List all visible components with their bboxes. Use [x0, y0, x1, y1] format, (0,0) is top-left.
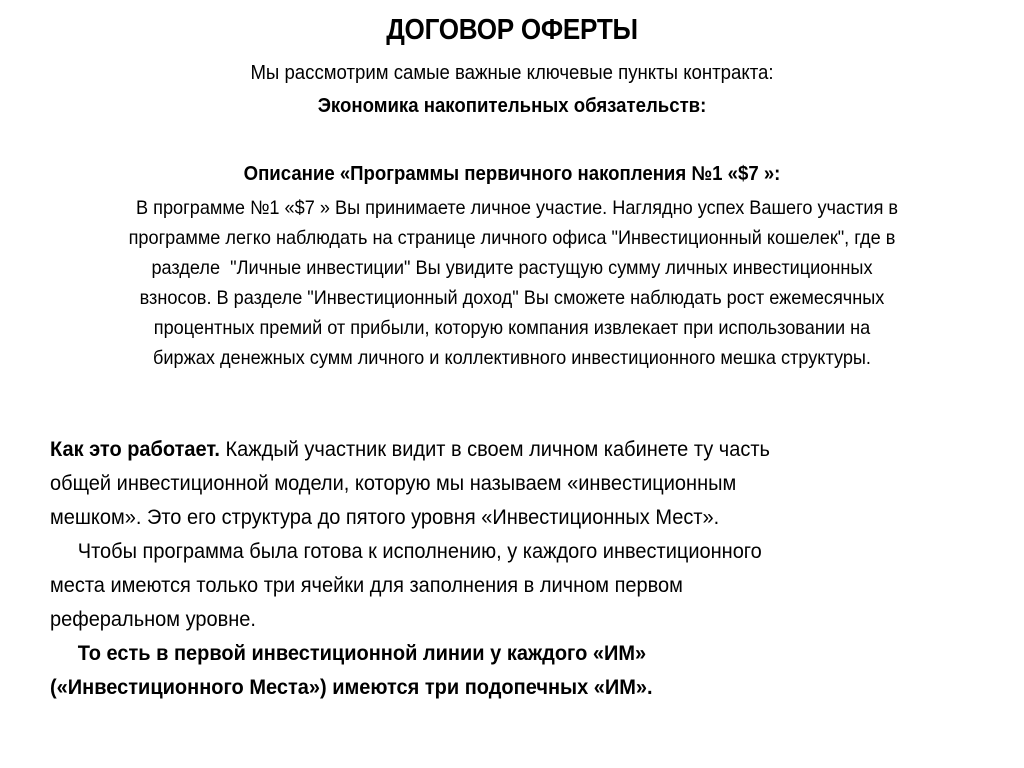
description-line: разделе "Личные инвестиции" Вы увидите растущую сумму личных инвестиционных — [151, 257, 873, 279]
description-line: В программе №1 «$7 » Вы принимаете личное участие. Наглядно успех Вашего участия в — [125, 197, 899, 219]
description-line: процентных премий от прибыли, которую компания извлекает при использовании на — [153, 317, 871, 339]
how-it-works-bold-line: («Инвестиционного Места») имеются три подопечных «ИМ». — [50, 675, 653, 699]
how-it-works-line: мешком». Это его структура до пятого уровня «Инвестиционных Мест». — [50, 505, 720, 529]
how-it-works-line — [50, 432, 943, 466]
description-line: взносов. В разделе "Инвестиционный доход" Вы сможете наблюдать рост ежемесячных — [139, 287, 885, 309]
how-it-works-line: Чтобы программа была готова к исполнению, у каждого инвестиционного — [50, 539, 762, 563]
how-it-works-line: места имеются только три ячейки для заполнения в личном первом — [50, 573, 683, 597]
how-it-works-label: Как это работает. — [50, 437, 220, 461]
description-line: программе легко наблюдать на странице личного офиса "Инвестиционный кошелек", где в — [128, 227, 896, 249]
how-it-works-bold-line: То есть в первой инвестиционной линии у каждого «ИМ» — [50, 641, 647, 665]
program-heading: Описание «Программы первичного накопления №1 «$7 »: — [243, 163, 781, 185]
how-it-works-line: реферальном уровне. — [50, 607, 256, 631]
document-subtitle: Мы рассмотрим самые важные ключевые пункты контракта: — [250, 62, 774, 84]
description-line: биржах денежных сумм личного и коллективного инвестиционного мешка структуры. — [153, 347, 871, 369]
section-heading: Экономика накопительных обязательств: — [317, 95, 707, 117]
how-it-works-text: Каждый участник видит в своем личном кабинете ту часть — [219, 437, 770, 461]
program-description — [41, 193, 982, 373]
how-it-works-block — [50, 432, 943, 704]
how-it-works-line: общей инвестиционной модели, которую мы называем «инвестиционным — [50, 471, 737, 495]
document-title: ДОГОВОР ОФЕРТЫ — [386, 14, 638, 46]
